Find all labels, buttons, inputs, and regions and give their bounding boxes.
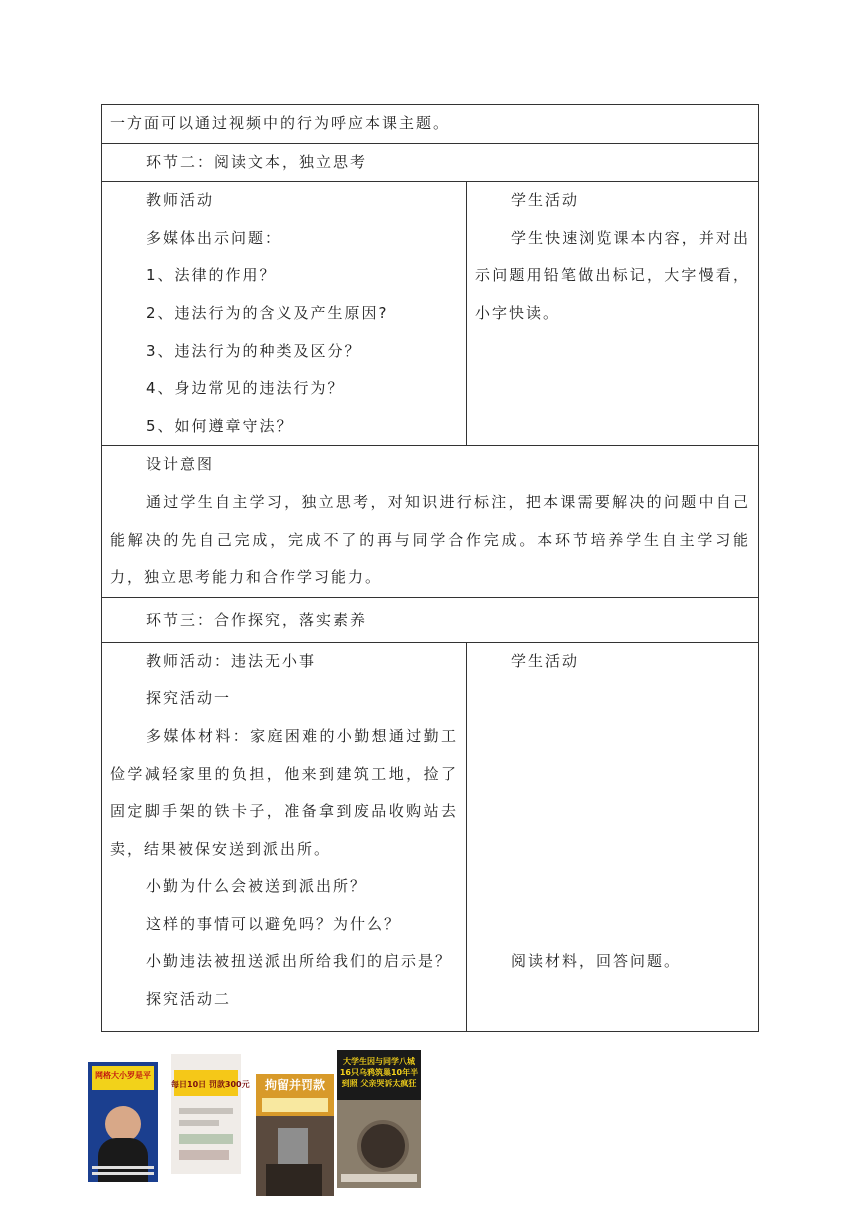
section2-activities-row	[102, 182, 759, 446]
section3-activities-row	[102, 642, 759, 1031]
section3-heading-row	[102, 597, 759, 642]
news-thumb-4[interactable]	[337, 1050, 421, 1188]
activity1-material: 多媒体材料：家庭困难的小勤想通过勤工俭学减轻家里的负担，他来到建筑工地，捡了固定脚手架的铁卡子，准备拿到废品收购站去卖，结果被保安送到派出所。	[110, 726, 458, 858]
section3-student-cell	[467, 642, 759, 1031]
news-thumb-3-caption: 拘留并罚款	[264, 1078, 325, 1092]
question-item: 2、违法行为的含义及产生原因?	[146, 303, 389, 322]
section2-teacher-label: 教师活动	[146, 191, 215, 210]
lesson-plan-table	[101, 104, 759, 1032]
activity1-label: 探究活动一	[146, 689, 232, 708]
question-item: 1、法律的作用？	[146, 266, 277, 285]
activity1-question-2: 这样的事情可以避免吗？为什么？	[146, 914, 402, 933]
section2-teacher-intro: 多媒体出示问题：	[146, 228, 283, 247]
news-thumb-3[interactable]	[256, 1074, 334, 1196]
section2-heading: 环节二：阅读文本，独立思考	[146, 152, 368, 171]
section2-student-text: 学生快速浏览课本内容，并对出示问题用铅笔做出标记，大字慢看，小字快读。	[475, 228, 751, 322]
activity1-question-3: 小勤违法被扭送派出所给我们的启示是？	[146, 952, 453, 971]
design-intent-text: 通过学生自主学习，独立思考，对知识进行标注，把本课需要解决的问题中自己能解决的先自己完成，完成不了的再与同学合作完成。本环节培养学生自主学习能力，独立思考能力和合作学习能力。	[110, 492, 751, 587]
news-thumb-1-caption: 网格大小罗是平	[95, 1071, 151, 1080]
section3-teacher-cell	[102, 642, 467, 1031]
section2-teacher-cell	[102, 182, 467, 446]
design-intent-label: 设计意图	[146, 455, 215, 474]
design-intent-row	[102, 446, 759, 597]
news-thumb-1[interactable]	[88, 1062, 158, 1182]
question-item: 4、身边常见的违法行为？	[146, 379, 345, 398]
continuation-text: 一方面可以通过视频中的行为呼应本课主题。	[110, 114, 451, 132]
question-item: 3、违法行为的种类及区分？	[146, 341, 362, 360]
activity1-question-1: 小勤为什么会被送到派出所？	[146, 877, 368, 896]
continuation-row	[102, 105, 759, 144]
section2-student-label: 学生活动	[511, 191, 580, 210]
section3-student-label: 学生活动	[511, 651, 580, 670]
activity2-label: 探究活动二	[146, 990, 232, 1009]
section2-heading-row	[102, 143, 759, 182]
section3-teacher-label: 教师活动：违法无小事	[146, 651, 317, 670]
news-thumb-4-caption: 大学生因与同学八城 16只乌鸦筑巢10年半到照 父亲哭诉太疯狂	[339, 1057, 419, 1088]
section3-student-answer: 阅读材料，回答问题。	[511, 952, 682, 971]
question-item: 5、如何遵章守法？	[146, 416, 294, 435]
news-thumb-2-caption: 每日10日 罚款300元	[171, 1080, 250, 1089]
section3-heading: 环节三：合作探究，落实素养	[146, 610, 368, 629]
news-thumb-2[interactable]	[171, 1054, 250, 1174]
section2-student-cell	[467, 182, 759, 446]
